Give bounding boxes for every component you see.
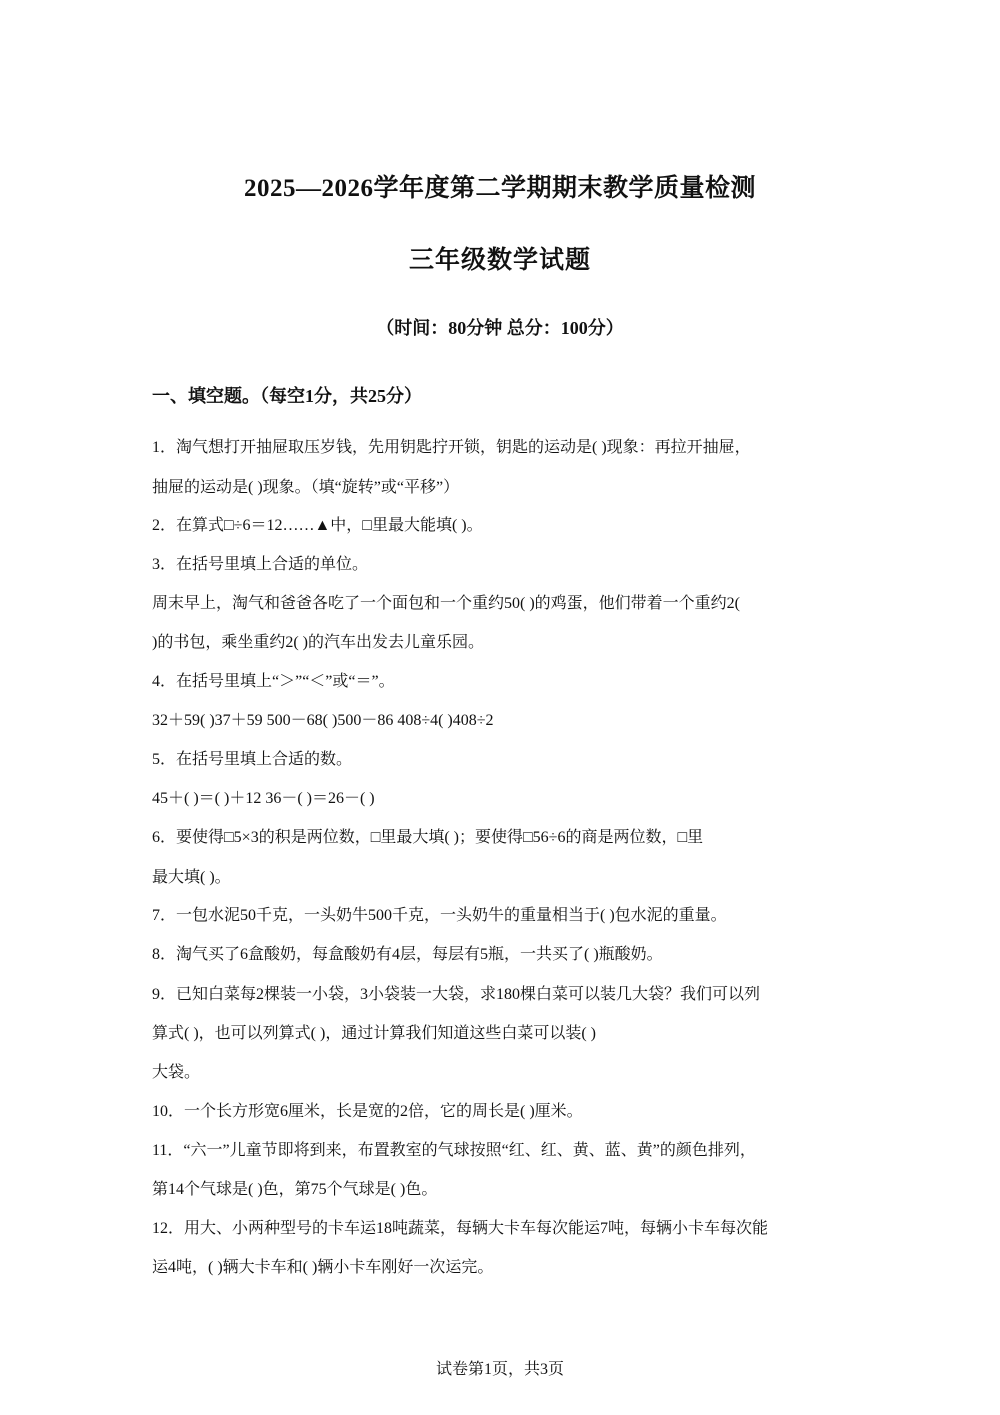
- question-line: 32＋59( )37＋59 500－68( )500－86 408÷4( )408÷2: [152, 712, 494, 729]
- question-line: 11．“六一”儿童节即将到来，布置教室的气球按照“红、红、黄、蓝、黄”的颜色排列，: [152, 1142, 756, 1159]
- section-heading: 一、填空题。（每空1分，共25分）: [152, 386, 422, 406]
- question-line: 8．淘气买了6盒酸奶，每盒酸奶有4层，每层有5瓶，一共买了( )瓶酸奶。: [152, 946, 663, 963]
- question-line: 第14个气球是( )色，第75个气球是( )色。: [152, 1181, 438, 1198]
- question-line: )的书包，乘坐重约2( )的汽车出发去儿童乐园。: [152, 634, 484, 651]
- question-line: 45＋( )＝( )＋12 36－( )＝26－( ): [152, 790, 375, 807]
- question-line: 5．在括号里填上合适的数。: [152, 751, 353, 768]
- exam-subtitle: 三年级数学试题: [408, 247, 591, 274]
- question-line: 抽屉的运动是( )现象。（填“旋转”或“平移”）: [152, 479, 460, 496]
- question-line: 周末早上，淘气和爸爸各吃了一个面包和一个重约50( )的鸡蛋，他们带着一个重约2(: [152, 595, 740, 612]
- exam-info: （时间：80分钟 总分：100分）: [376, 318, 624, 338]
- question-line: 算式( )，也可以列算式( )，通过计算我们知道这些白菜可以装( ): [152, 1025, 596, 1042]
- question-line: 最大填( )。: [152, 869, 231, 886]
- question-line: 2．在算式□÷6＝12……▲中，□里最大能填( )。: [152, 517, 483, 534]
- exam-title: 2025—2026学年度第二学期期末教学质量检测: [243, 175, 756, 202]
- question-line: 12．用大、小两种型号的卡车运18吨蔬菜，每辆大卡车每次能运7吨，每辆小卡车每次能: [152, 1220, 769, 1237]
- question-line: 10．一个长方形宽6厘米，长是宽的2倍，它的周长是( )厘米。: [152, 1103, 583, 1120]
- question-line: 运4吨，( )辆大卡车和( )辆小卡车刚好一次运完。: [152, 1259, 494, 1276]
- question-line: 1．淘气想打开抽屉取压岁钱，先用钥匙拧开锁，钥匙的运动是( )现象：再拉开抽屉，: [152, 439, 751, 456]
- question-line: 4．在括号里填上“＞”“＜”或“＝”。: [152, 673, 395, 690]
- page-footer: 试卷第1页，共3页: [435, 1361, 564, 1378]
- question-line: 6．要使得□5×3的积是两位数，□里最大填( )；要使得□56÷6的商是两位数，□里: [152, 829, 704, 846]
- question-line: 3．在括号里填上合适的单位。: [152, 556, 369, 573]
- question-line: 大袋。: [152, 1064, 201, 1081]
- question-line: 7．一包水泥50千克，一头奶牛500千克，一头奶牛的重量相当于( )包水泥的重量。: [152, 907, 727, 924]
- question-line: 9．已知白菜每2棵装一小袋，3小袋装一大袋，求180棵白菜可以装几大袋？我们可以列: [152, 986, 761, 1003]
